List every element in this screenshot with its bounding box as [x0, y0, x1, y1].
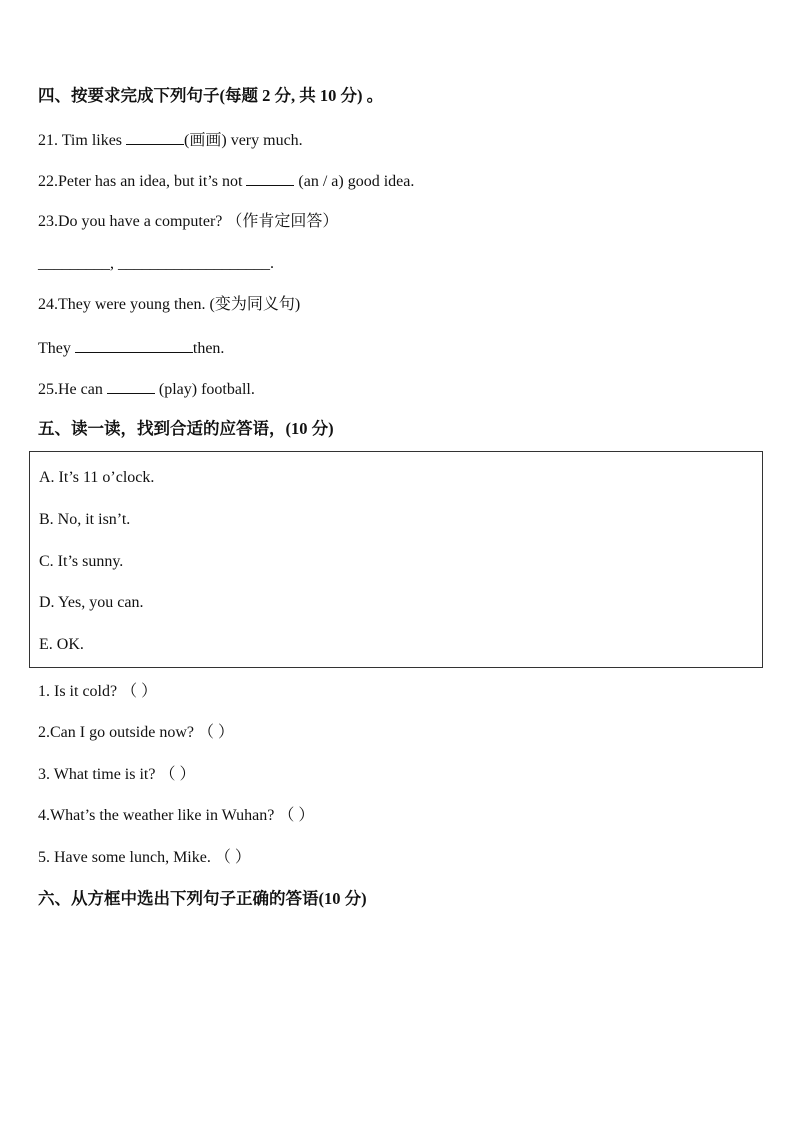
question-22-suffix: (an / a) good idea. — [294, 173, 415, 190]
question-25-text: 25.He can — [38, 381, 107, 398]
option-c: C. It’s sunny. — [39, 553, 124, 570]
question-21-suffix: (画画) very much. — [184, 132, 303, 149]
match-question-2[interactable]: 2.Can I go outside now? （ ） — [38, 724, 234, 741]
question-24-answer-prefix: They — [38, 340, 75, 357]
option-b: B. No, it isn’t. — [39, 511, 131, 528]
section-4-heading: 四、按要求完成下列句子(每题 2 分, 共 10 分) 。 — [38, 86, 384, 105]
match-question-1[interactable]: 1. Is it cold? （ ） — [38, 683, 158, 700]
option-a: A. It’s 11 o’clock. — [39, 469, 155, 486]
match-question-5[interactable]: 5. Have some lunch, Mike. （ ） — [38, 849, 251, 866]
question-22 — [38, 170, 414, 192]
question-22-text: 22.Peter has an idea, but it’s not — [38, 173, 247, 190]
answer-blank[interactable] — [107, 378, 155, 394]
question-25 — [38, 378, 255, 400]
answer-blank[interactable] — [126, 129, 184, 145]
question-25-suffix: (play) football. — [154, 381, 255, 398]
option-d: D. Yes, you can. — [39, 594, 144, 611]
match-question-4[interactable]: 4.What’s the weather like in Wuhan? （ ） — [38, 807, 315, 824]
question-21-text: 21. Tim likes — [38, 132, 127, 149]
question-21 — [38, 129, 303, 151]
question-24-answer-suffix: then. — [192, 340, 225, 357]
question-24: 24.They were young then. (变为同义句) — [38, 296, 301, 313]
section-6-heading: 六、从方框中选出下列句子正确的答语(10 分) — [38, 889, 367, 908]
section-5-heading: 五、读一读，找到合适的应答语，(10 分) — [38, 419, 334, 438]
question-23: 23.Do you have a computer? （作肯定回答） — [38, 213, 339, 230]
answer-options-box — [29, 451, 763, 668]
answer-blank[interactable] — [246, 170, 294, 186]
answer-blank[interactable] — [75, 337, 193, 353]
question-23-answer-line[interactable]: _________, ___________________. — [38, 255, 274, 272]
question-24-answer — [38, 337, 224, 359]
match-question-3[interactable]: 3. What time is it? （ ） — [38, 766, 196, 783]
option-e: E. OK. — [39, 636, 84, 653]
